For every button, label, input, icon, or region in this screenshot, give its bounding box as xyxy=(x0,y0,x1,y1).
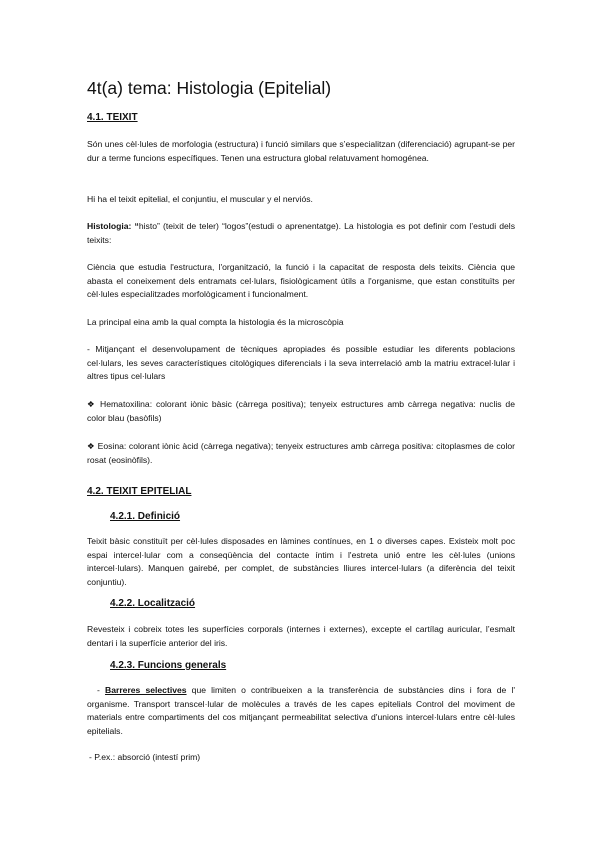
histologia-definition: histo” (teixit de teler) “logos”(estudi o aprenentatge). La histologia es pot definir com l’estudi dels teixits: xyxy=(87,221,515,245)
paragraph-science-description: Ciència que estudia l'estructura, l'organització, la funció i la capacitat de resposta dels teixits. Ciència que abasta el coneixement dels entramats cel·lulars, fisiològicament útils a l'organisme, que estan constituïts per cèl·lules especialitzades morfològicament i funcionalment. xyxy=(87,262,515,299)
paragraph-teixit-definition: Són unes cèl·lules de morfologia (estructura) i funció similars que s’especialitzan (diferenciació) agrupant-se per dur a terme funcions específiques. Tenen una estructura global relatuvament homogénea. xyxy=(87,139,515,163)
diamond-bullet-icon: ❖ xyxy=(87,399,97,409)
bullet-eosina-text: Eosina: colorant iònic àcid (càrrega negativa); tenyeix estructures amb càrrega positiva: citoplasmes de color rosat (eosinòfils). xyxy=(87,441,515,465)
bullet-hematoxilina xyxy=(87,398,515,425)
barreres-selectives-term: Barreres selectives xyxy=(104,685,187,695)
bullet-eosina xyxy=(87,440,515,467)
barreres-selectives-text: que limiten o contribueixen a la transferència de substàncies dins i fora de l' organisme. Transport transcel·lular de molècules a través de les capes epitelials Control del moviment de materials entre compartiments del cos mitjançant permeabilitat selectiva d'unions intercel·lulars entre cèl·lules epitelials. xyxy=(87,685,515,736)
paragraph-microscopy: La principal eina amb la qual compta la histologia és la microscòpia xyxy=(87,317,344,327)
paragraph-barreres-selectives xyxy=(87,684,515,738)
subsection-heading-localitzacio: 4.2.2. Localització xyxy=(110,598,196,609)
section-heading-teixit: 4.1. TEIXIT xyxy=(87,112,138,123)
paragraph-tissue-types: Hi ha el teixit epitelial, el conjuntiu, el muscular y el nerviós. xyxy=(87,194,313,204)
diamond-bullet-icon: ❖ xyxy=(87,441,95,451)
section-heading-teixit-epitelial: 4.2. TEIXIT EPITELIAL xyxy=(87,486,192,497)
dash-marker: - xyxy=(97,685,105,695)
subsection-heading-definicio: 4.2.1. Definició xyxy=(110,511,181,522)
paragraph-histologia xyxy=(87,220,515,247)
paragraph-techniques: - Mitjançant el desenvolupament de tècniques apropiades és possible estudiar les diferents poblacions cel·lulars, les seves característiques citològiques diferencials i la seva interrelació amb la matriu extracel·lular i altres tipus cel·lulars xyxy=(87,344,515,381)
histologia-term: Histologia: “ xyxy=(87,221,139,231)
subsection-heading-funcions-generals: 4.2.3. Funcions generals xyxy=(110,660,227,671)
page-title: 4t(a) tema: Histologia (Epitelial) xyxy=(87,78,332,98)
bullet-hematoxilina-text: Hematoxilina: colorant iònic bàsic (càrrega positiva); tenyeix estructures amb càrrega negativa: nuclis de color blau (basòfils) xyxy=(87,399,515,423)
paragraph-example-absorcio: - P.ex.: absorció (intestí prim) xyxy=(89,752,201,762)
paragraph-definicio: Teixit bàsic constituït per cèl·lules disposades en làmines contínues, en 1 o diverses capes. Existeix molt poc espai intercel·lular com a conseqüència del contacte íntim i l'estreta unió entre les cèl·lules (unions intercel·lulars). Manquen gairebé, per complet, de substàncies lliures intercel·lulars (a diferència del teixit conjuntiu). xyxy=(87,536,515,587)
paragraph-localitzacio: Revesteix i cobreix totes les superfícies corporals (internes i externes), excepte el cartílag auricular, l’esmalt dentari i la superfície anterior del iris. xyxy=(87,624,515,648)
